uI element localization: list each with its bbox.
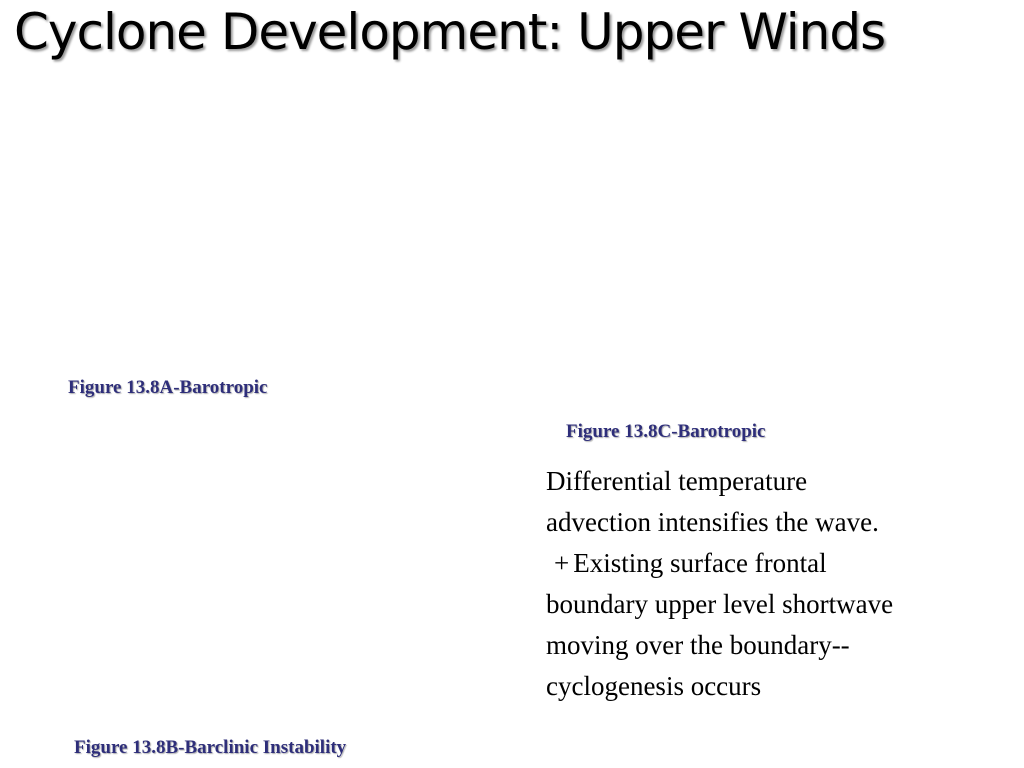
body-line-2: advection intensifies the wave. [546, 507, 879, 537]
body-line-1: Differential temperature [546, 466, 808, 496]
body-text [546, 461, 1006, 707]
body-line-6: cyclogenesis occurs [546, 671, 762, 701]
body-bullet-line [546, 543, 1006, 584]
body-line-4: boundary upper level shortwave [546, 589, 894, 619]
figure-13-8b-caption: Figure 13.8B-Barclinic Instability [74, 737, 347, 758]
figure-13-8c-caption: Figure 13.8C-Barotropic [566, 421, 766, 442]
figure-13-8a-caption: Figure 13.8A-Barotropic [68, 377, 268, 398]
body-line-3: Existing surface frontal [573, 548, 827, 578]
plus-bullet-icon: + [554, 548, 570, 578]
body-line-5: moving over the boundary-- [546, 630, 850, 660]
slide-title: Cyclone Development: Upper Winds [14, 3, 886, 61]
